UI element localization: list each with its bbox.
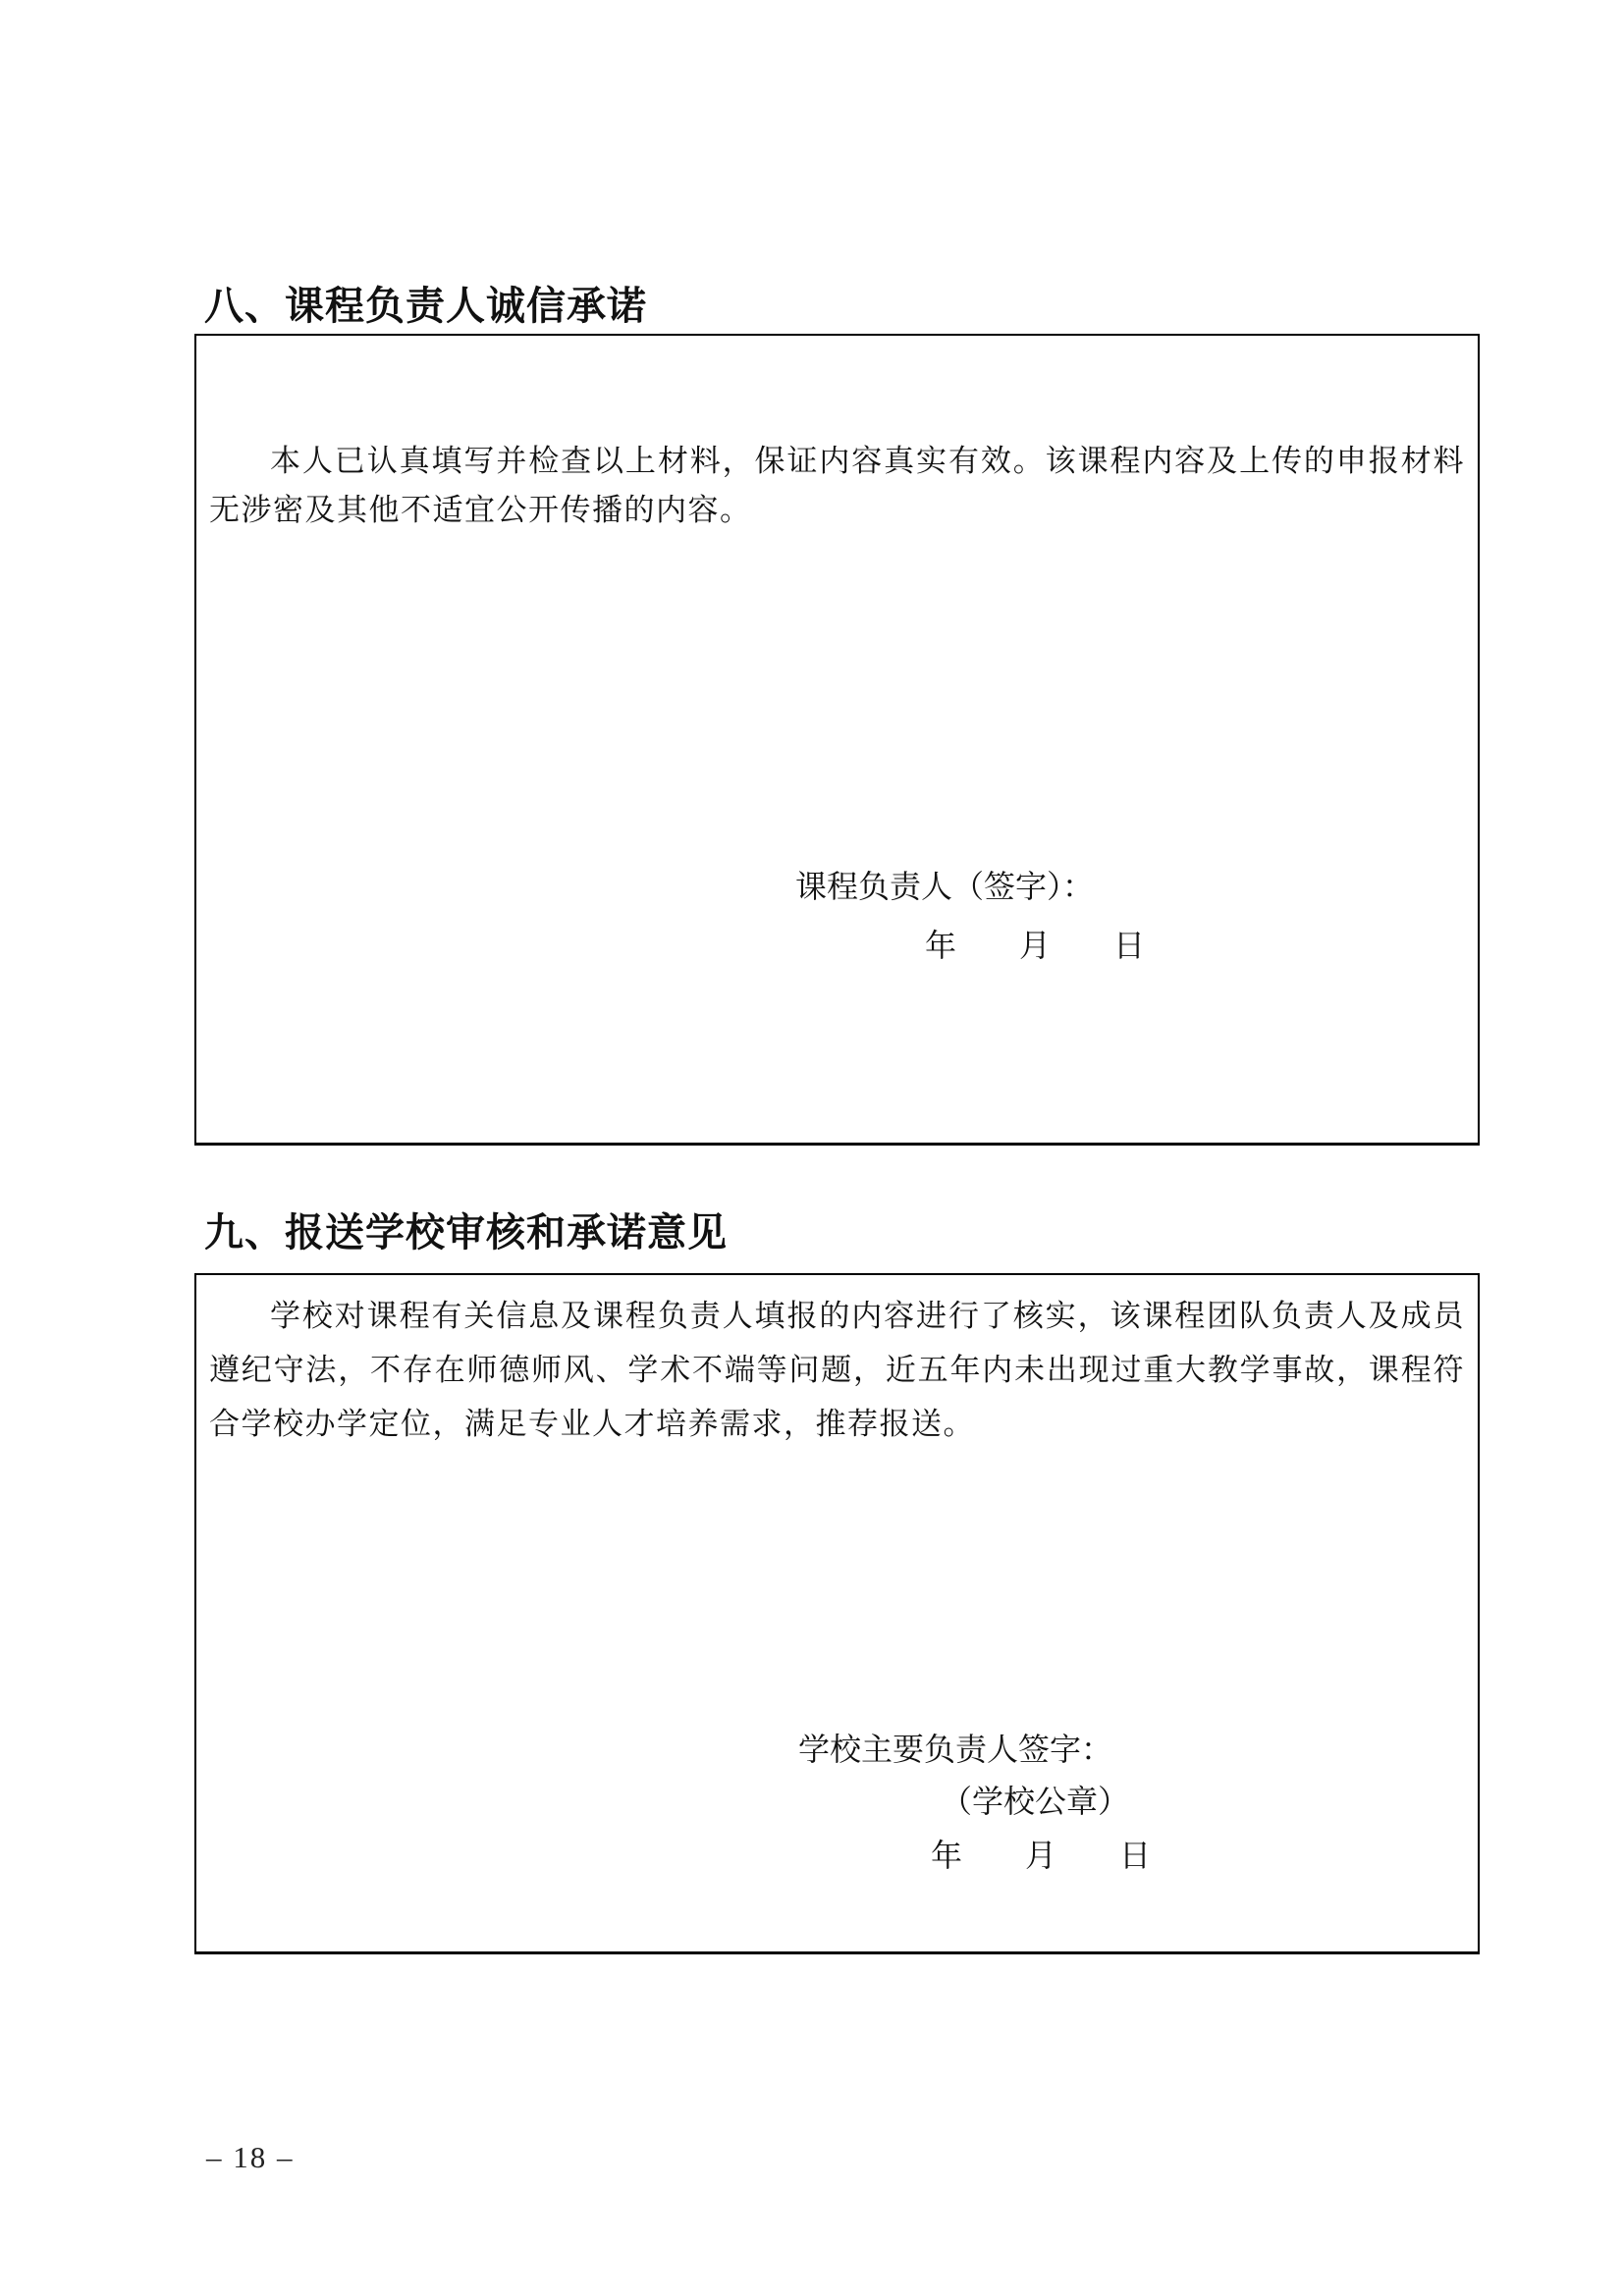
section8-body-text: 本人已认真填写并检查以上材料，保证内容真实有效。该课程内容及上传的申报材料无涉密及其他不适宜公开传播的内容。 xyxy=(209,444,1465,527)
section9-signature-label: 学校主要负责人签字： xyxy=(798,1732,1113,1767)
section9-review-box xyxy=(194,1273,1480,1954)
section8-heading: 八、课程负责人诚信承诺 xyxy=(204,285,647,328)
section9-date-line: 年 月 日 xyxy=(931,1838,1152,1873)
section8-commitment-box xyxy=(194,334,1480,1146)
section9-body-text: 学校对课程有关信息及课程负责人填报的内容进行了核实，该课程团队负责人及成员遵纪守法，不存在师德师风、学术不端等问题，近五年内未出现过重大教学事故，课程符合学校办学定位，满足专业人才培养需求，推荐报送。 xyxy=(209,1299,1465,1441)
section9-heading: 九、报送学校审核和承诺意见 xyxy=(204,1211,728,1255)
section8-signature-label: 课程负责人（签字）： xyxy=(795,869,1095,904)
section8-date-line: 年 月 日 xyxy=(925,928,1146,963)
section9-school-seal-label: （学校公章） xyxy=(941,1784,1130,1819)
page-number: – 18 – xyxy=(206,2140,295,2174)
